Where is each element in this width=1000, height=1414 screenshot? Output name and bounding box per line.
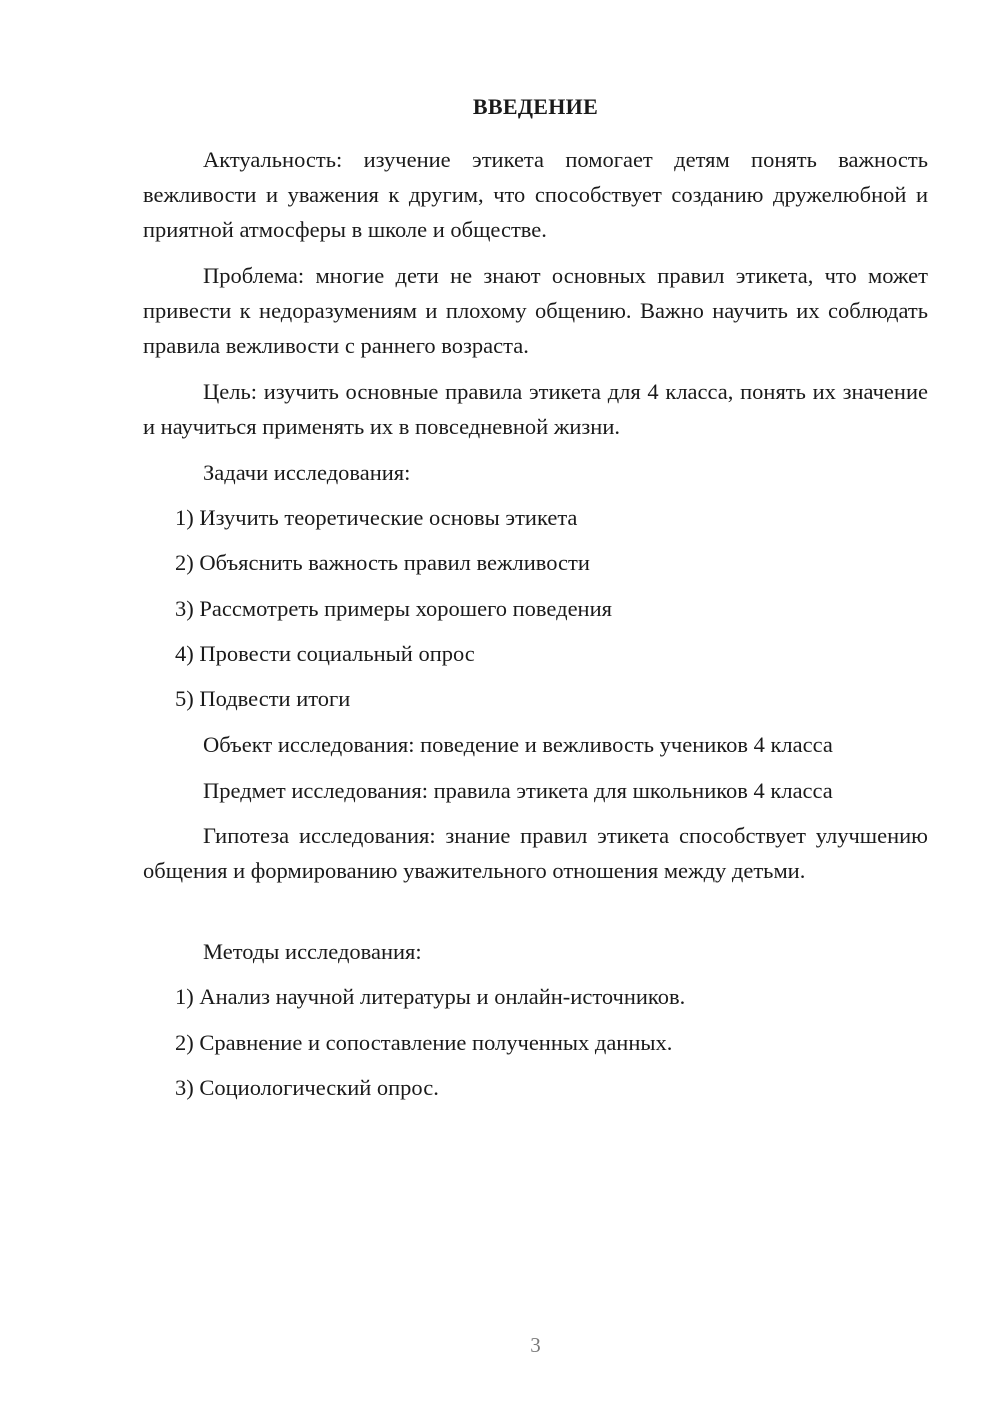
paragraph-object: Объект исследования: поведение и вежливость учеников 4 класса: [203, 732, 833, 757]
method-item-1: 1) Анализ научной литературы и онлайн-источников.: [175, 984, 686, 1009]
task-item-2: 2) Объяснить важность правил вежливости: [175, 550, 590, 575]
task-item-1: 1) Изучить теоретические основы этикета: [175, 505, 578, 530]
paragraph-goal: Цель: изучить основные правила этикета для 4 класса, понять их значение и научиться применять их в повседневной жизни.: [143, 379, 928, 439]
task-item-3: 3) Рассмотреть примеры хорошего поведения: [175, 596, 612, 621]
document-page: [143, 0, 928, 1414]
task-item-5: 5) Подвести итоги: [175, 686, 351, 711]
task-item-4: 4) Провести социальный опрос: [175, 641, 475, 666]
paragraph-subject: Предмет исследования: правила этикета для школьников 4 класса: [203, 778, 833, 803]
page-title: ВВЕДЕНИЕ: [472, 94, 599, 119]
methods-heading: Методы исследования:: [203, 939, 422, 964]
method-item-3: 3) Социологический опрос.: [175, 1075, 439, 1100]
method-item-2: 2) Сравнение и сопоставление полученных данных.: [175, 1030, 673, 1055]
paragraph-problem: Проблема: многие дети не знают основных правил этикета, что может привести к недоразумениям и плохому общению. Важно научить их соблюдать правила вежливости с раннего возраста.: [143, 263, 928, 358]
tasks-heading: Задачи исследования:: [203, 460, 411, 485]
paragraph-relevance: Актуальность: изучение этикета помогает детям понять важность вежливости и уважения к другим, что способствует созданию дружелюбной и приятной атмосферы в школе и обществе.: [143, 147, 928, 242]
paragraph-hypothesis: Гипотеза исследования: знание правил этикета способствует улучшению общения и формированию уважительного отношения между детьми.: [143, 823, 928, 883]
page-number: 3: [530, 1333, 541, 1357]
